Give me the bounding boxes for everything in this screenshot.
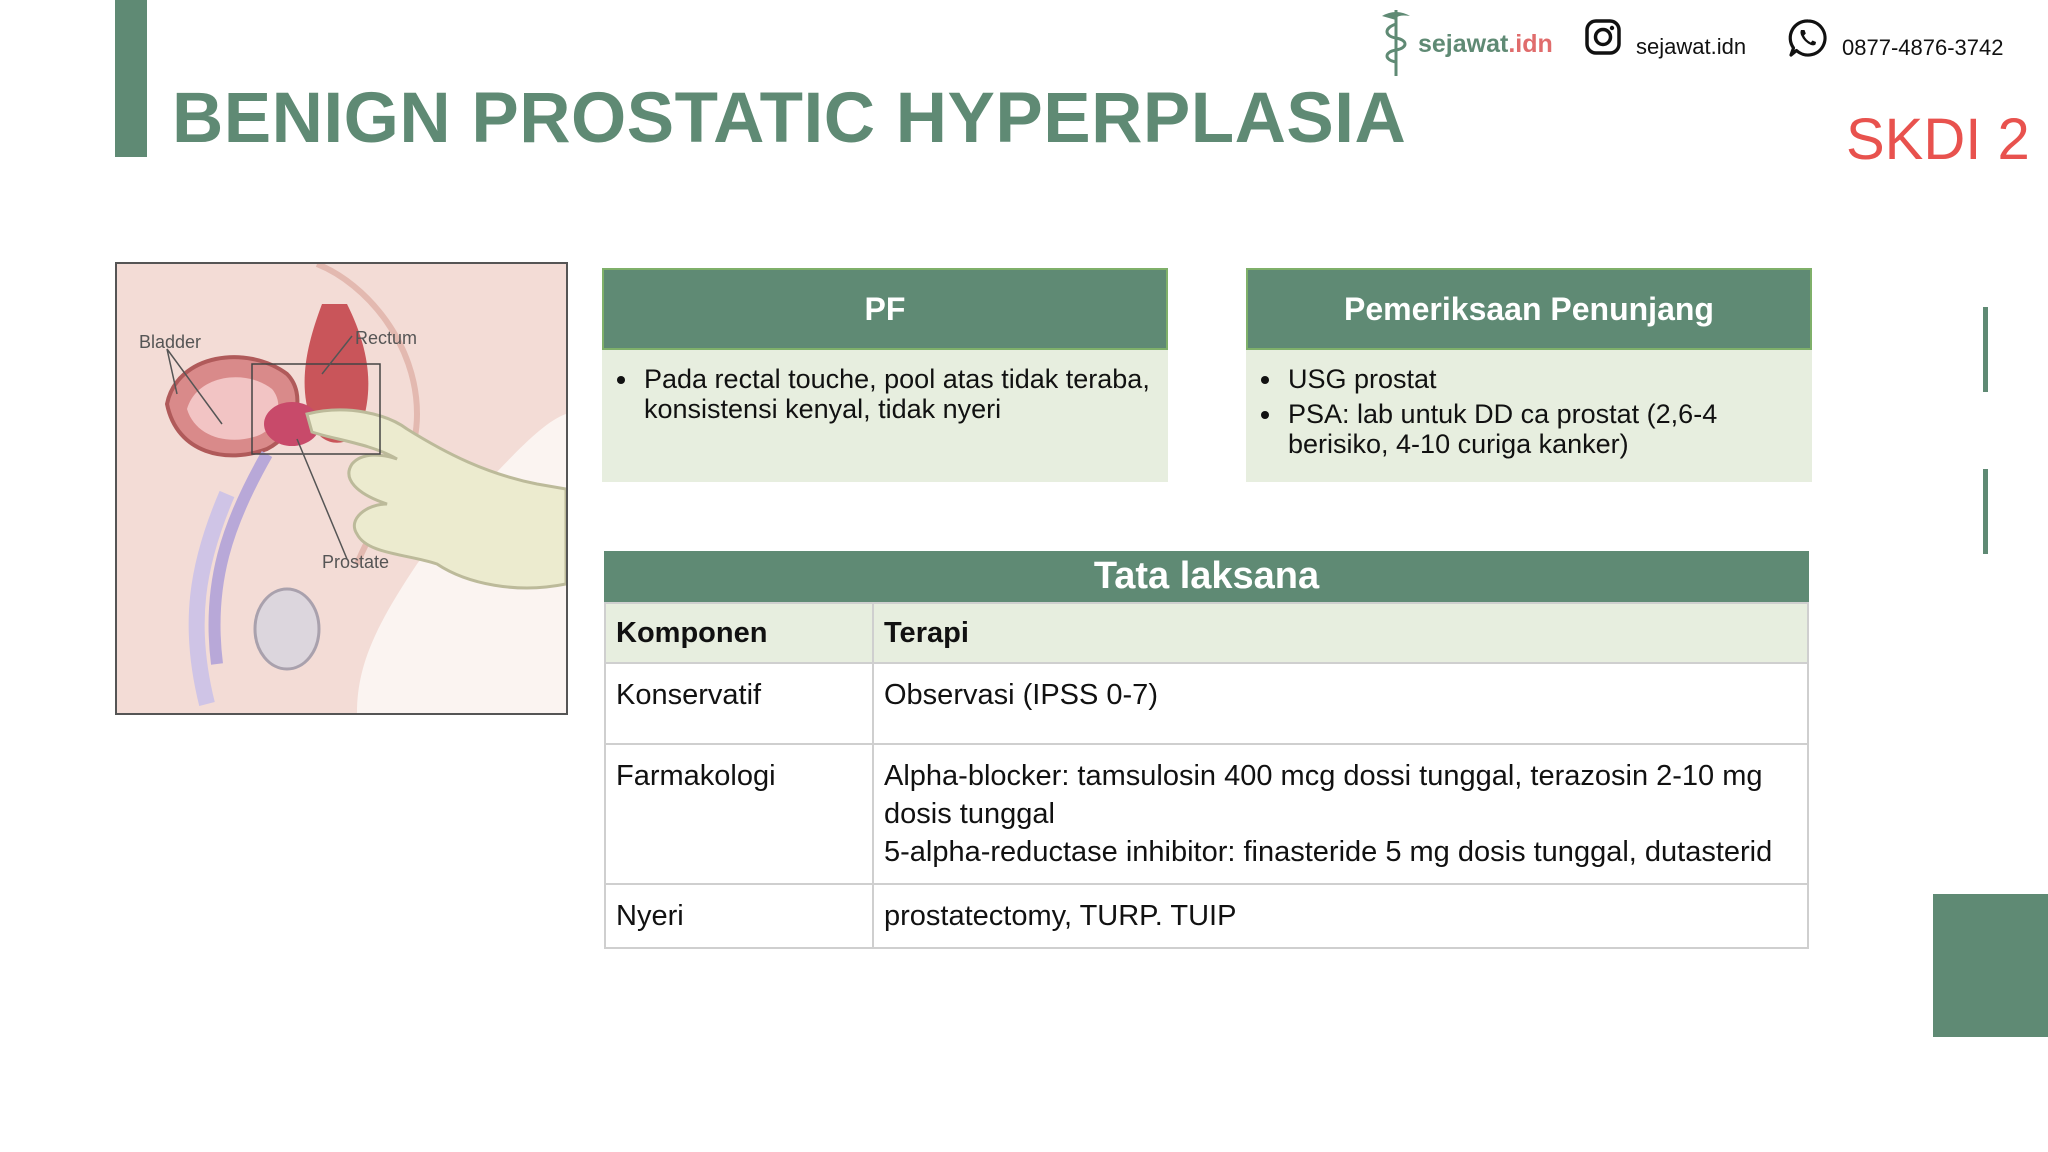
whatsapp-contact [1788,18,2003,64]
instagram-icon [1584,18,1622,62]
header-terapi: Terapi [873,603,1808,663]
instagram-handle: sejawat.idn [1636,34,1747,59]
tata-laksana-title: Tata laksana [604,551,1809,602]
penunjang-list [1246,364,1812,459]
decor-line-bottom [1983,469,1988,554]
cell-terapi: Observasi (IPSS 0-7) [873,663,1808,744]
whatsapp-icon [1788,18,1828,64]
brand-name: sejawat.idn [1418,30,1553,58]
table-row [605,884,1808,948]
skdi-badge: SKDI 2 [1846,107,2030,172]
cell-terapi: prostatectomy, TURP. TUIP [873,884,1808,948]
page-title: BENIGN PROSTATIC HYPERPLASIA [172,79,1407,158]
table-row [605,663,1808,744]
penunjang-card-title: Pemeriksaan Penunjang [1246,268,1812,350]
title-accent-bar [115,0,147,157]
decor-line-top [1983,307,1988,392]
brand-logo [1376,6,1553,83]
penunjang-item: • PSA: lab untuk DD ca prostat (2,6-4 berisiko, 4-10 curiga kanker) [1284,399,1812,459]
prostate-exam-illustration [115,262,568,715]
pf-card-title: PF [602,268,1168,350]
cell-komponen: Nyeri [605,884,873,948]
label-bladder: Bladder [139,332,202,352]
label-rectum: Rectum [355,328,418,348]
cell-komponen: Farmakologi [605,744,873,884]
pf-item: • Pada rectal touche, pool atas tidak teraba, konsistensi kenyal, tidak nyeri [640,364,1168,424]
header-komponen: Komponen [605,603,873,663]
penunjang-card [1246,268,1812,482]
table-row [605,744,1808,884]
table-header-row [605,603,1808,663]
label-prostate: Prostate [322,552,390,572]
instagram-contact [1584,18,1746,62]
decor-block [1933,894,2048,1037]
pf-card [602,268,1168,482]
tata-laksana-table [604,602,1809,949]
caduceus-logo-icon [1376,6,1416,83]
tata-laksana-section [604,551,1809,949]
penunjang-item: • USG prostat [1284,364,1812,394]
pf-list [602,364,1168,424]
cell-komponen: Konservatif [605,663,873,744]
cell-terapi: Alpha-blocker: tamsulosin 400 mcg dossi tunggal, terazosin 2-10 mg dosis tunggal 5-alpha-reductase inhibitor: finasteride 5 mg dosis tunggal, dutasterid [873,744,1808,884]
whatsapp-number: 0877-4876-3742 [1842,35,2004,60]
